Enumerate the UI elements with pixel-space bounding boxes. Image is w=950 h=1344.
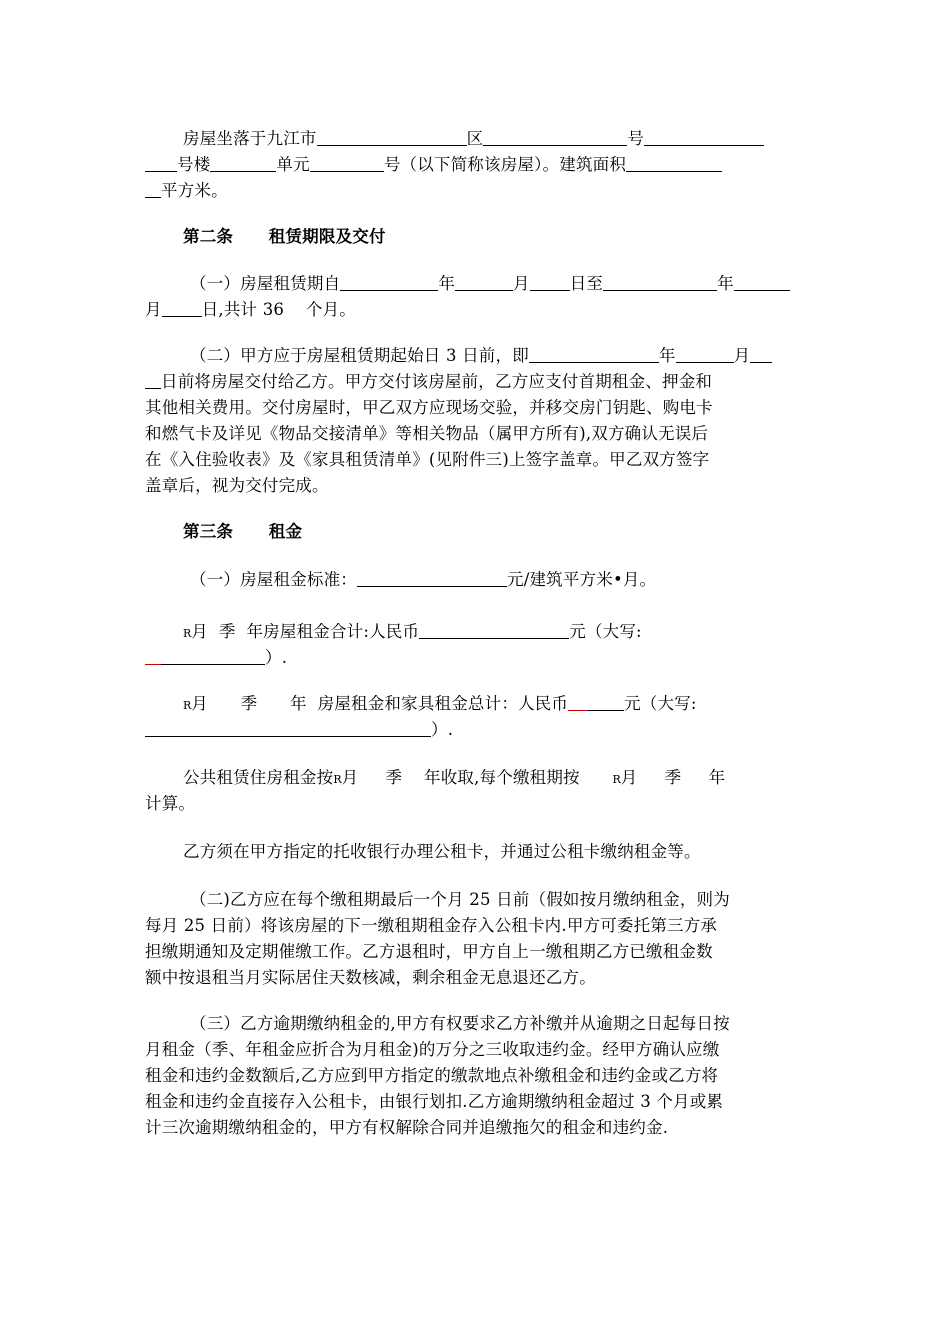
article-3-clause-3-line-5: 计三次逾期缴纳租金的，甲方有权解除合同并追缴拖欠的租金和违约金.: [145, 1118, 669, 1137]
article-2-clause-2-line-4: 和燃气卡及详见《物品交接清单》等相关物品（属甲方所有),双方确认无误后: [145, 424, 709, 443]
public-rent-card-line: 乙方须在甲方指定的托收银行办理公租卡，并通过公租卡缴纳租金等。: [183, 842, 701, 861]
article-2-clause-2-line-5: 在《入住验收表》及《家具租赁清单》(见附件三)上签字盖章。甲乙双方签字: [145, 450, 710, 469]
article-2-clause-2-line-6: 盖章后，视为交付完成。: [145, 476, 329, 495]
article-3-clause-2-line-2: 每月 25 日前）将该房屋的下一缴租期租金存入公租卡内.甲方可委托第三方承: [145, 916, 718, 935]
total-rent-line-1: R月 季 年房屋租金合计:人民币 元（大写:: [183, 622, 642, 641]
location-line-3: 平方米。: [145, 179, 228, 203]
checkbox-icon[interactable]: R: [183, 699, 192, 712]
location-line-1: 房屋坐落于九江市 区 号: [183, 127, 764, 151]
article-2-clause-1-line-1: （一）房屋租赁期自 年 月 日至 年: [190, 272, 790, 296]
article-3-clause-3-line-2: 月租金（季、年租金应折合为月租金)的万分之三收取违约金。经甲方确认应缴: [145, 1040, 720, 1059]
article-2-heading: 第二条 租赁期限及交付: [183, 227, 386, 246]
location-line-2: 号楼 单元 号（以下简称该房屋）。建筑面积: [145, 153, 722, 177]
total-furniture-line-1: R月 季 年 房屋租金和家具租金总计：人民币 元（大写:: [183, 694, 697, 713]
article-2-clause-2-line-2: 日前将房屋交付给乙方。甲方交付该房屋前，乙方应支付首期租金、押金和: [145, 370, 712, 394]
collection-line-1: 公共租赁住房租金按R月 季 年收取,每个缴租期按 R月 季 年: [183, 768, 726, 787]
total-rent-line-2: ）.: [145, 646, 287, 670]
article-3-clause-3-line-3: 租金和违约金数额后,乙方应到甲方指定的缴款地点补缴租金和违约金或乙方将: [145, 1066, 719, 1085]
district-blank: [483, 127, 627, 146]
rent-standard-line: （一）房屋租金标准： 元/建筑平方米•月。: [190, 570, 657, 589]
checkbox-icon[interactable]: R: [612, 773, 621, 786]
checkbox-icon[interactable]: R: [333, 773, 342, 786]
checkbox-icon[interactable]: R: [183, 627, 192, 640]
area-blank: [626, 153, 722, 172]
article-2-clause-2-line-1: （二）甲方应于房屋租赁期起始日 3 日前，即 年 月: [190, 344, 772, 368]
number-blank: [644, 127, 764, 146]
article-3-clause-2-line-1: （二)乙方应在每个缴租期最后一个月 25 日前（假如按月缴纳租金，则为: [190, 890, 730, 909]
article-3-clause-3-line-1: （三）乙方逾期缴纳租金的,甲方有权要求乙方补缴并从逾期之日起每日按: [190, 1014, 730, 1033]
unit-blank: [310, 153, 384, 172]
article-3-heading: 第三条 租金: [183, 522, 303, 541]
city-blank: [317, 127, 467, 146]
article-2-clause-2-line-3: 其他相关费用。交付房屋时，甲乙双方应现场交验，并移交房门钥匙、购电卡: [145, 398, 713, 417]
rent-standard-blank: [357, 568, 507, 587]
building-blank: [210, 153, 276, 172]
article-2-clause-1-line-2: 月 日,共计 36 个月。: [145, 300, 356, 319]
article-3-clause-3-line-4: 租金和违约金直接存入公租卡，由银行划扣.乙方逾期缴纳租金超过 3 个月或累: [145, 1092, 724, 1111]
article-3-clause-2-line-4: 额中按退租当月实际居住天数核减，剩余租金无息退还乙方。: [145, 968, 596, 987]
total-furniture-line-2: ）.: [145, 718, 453, 742]
collection-line-2: 计算。: [145, 794, 196, 813]
article-3-clause-2-line-3: 担缴期通知及定期催缴工作。乙方退租时，甲方自上一缴租期乙方已缴租金数: [145, 942, 713, 961]
